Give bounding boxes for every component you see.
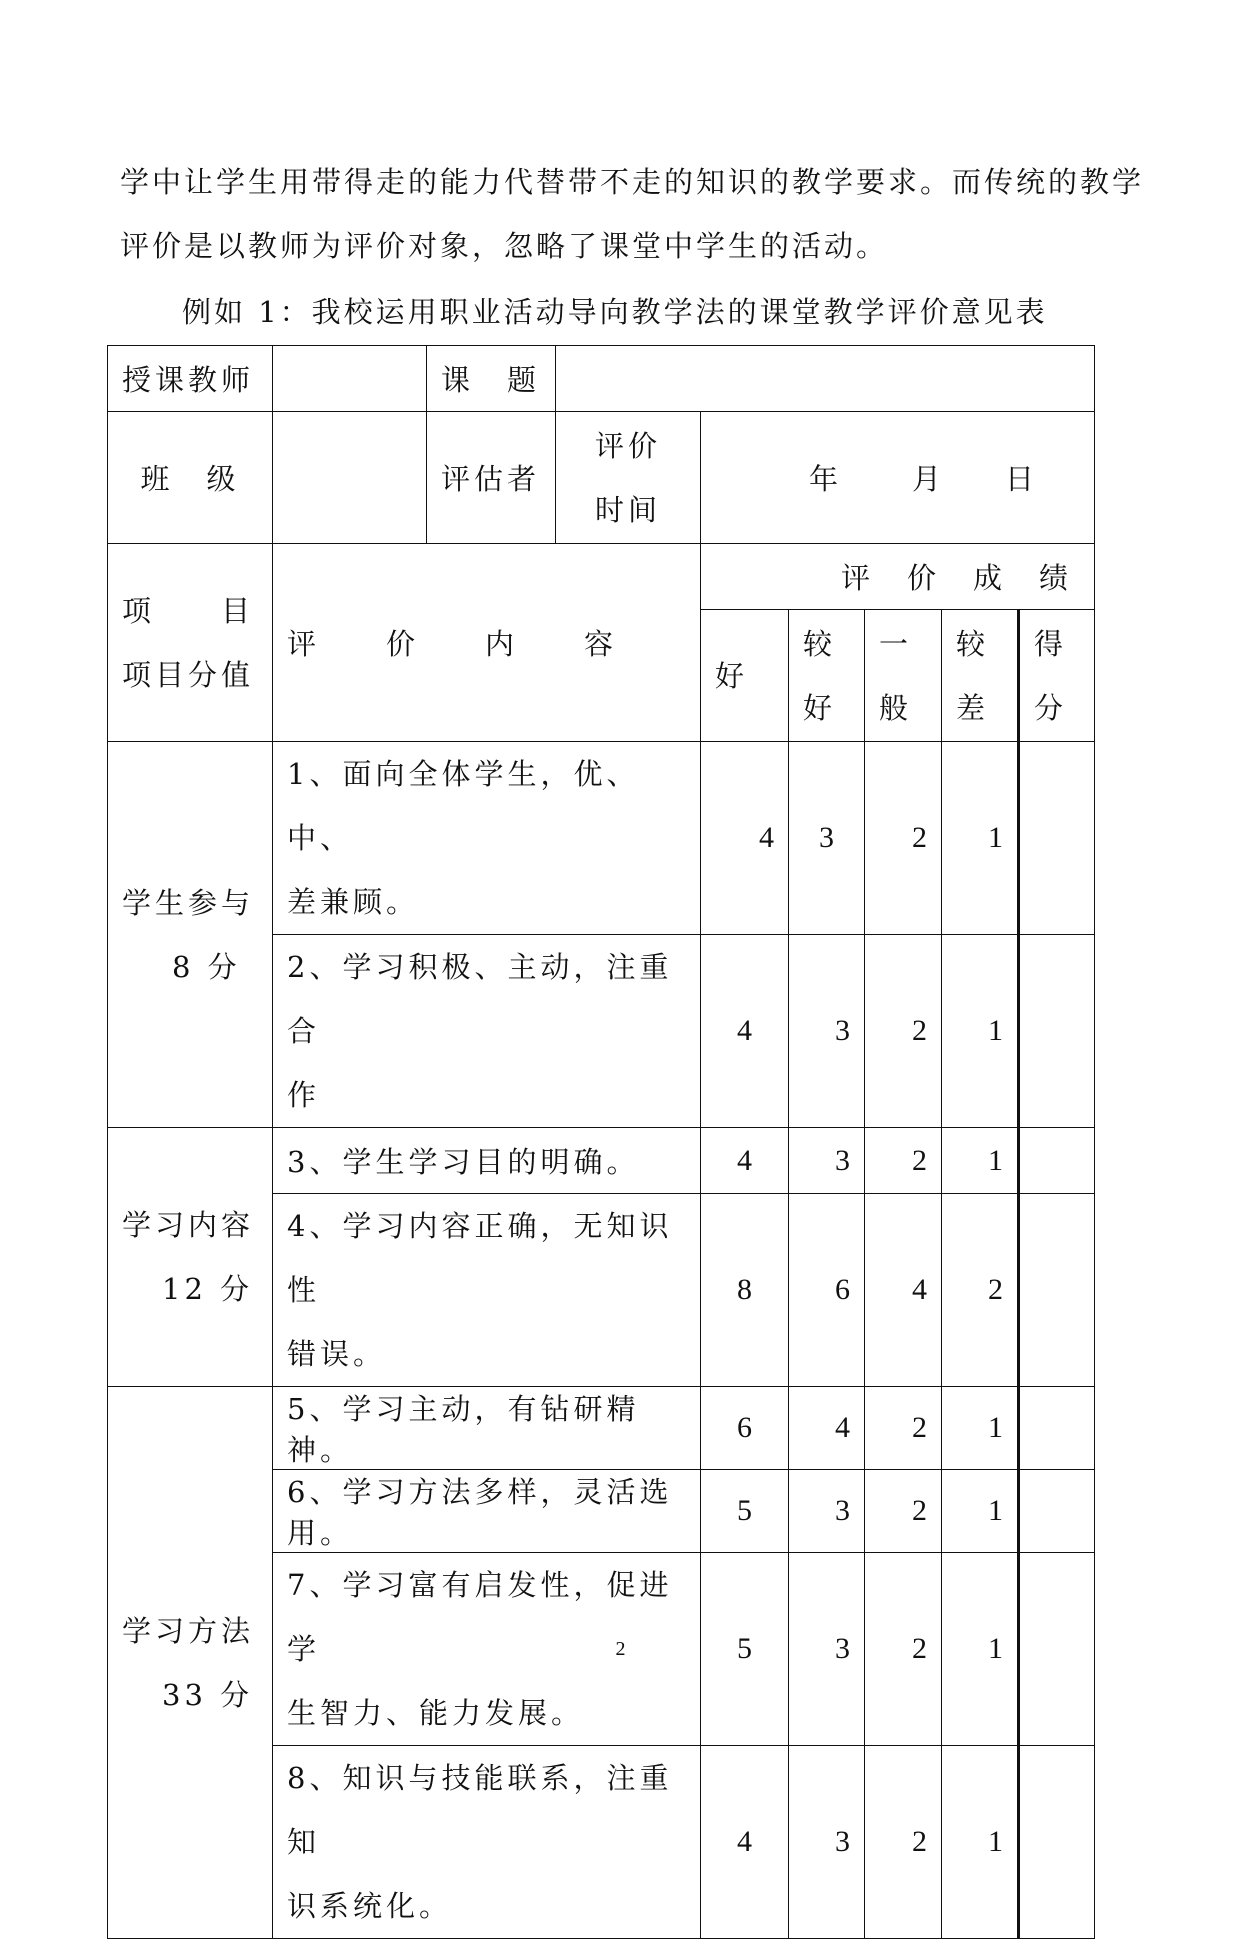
- grade-header-good: [701, 610, 789, 742]
- criterion-line-1: 1、面向全体学生，优、中、: [287, 757, 640, 855]
- score-fairly-good: 3: [789, 1746, 865, 1939]
- group-points: 12 分: [162, 1272, 254, 1306]
- criterion-line-1: 7、学习富有启发性，促进学: [287, 1568, 673, 1666]
- score-cell[interactable]: [1019, 1470, 1095, 1553]
- criterion-8: [273, 1746, 701, 1939]
- score-good: 8: [701, 1194, 789, 1387]
- score-good: 4: [701, 1746, 789, 1939]
- score-fairly-good: 4: [789, 1387, 865, 1470]
- content-header: 评 价 内 容: [273, 544, 701, 742]
- item-header: [108, 544, 273, 742]
- score-cell[interactable]: [1019, 1194, 1095, 1387]
- group-learning-content: [108, 1128, 273, 1387]
- score-good: 6: [701, 1387, 789, 1470]
- date-day: 日: [1005, 462, 1039, 496]
- score-fairly-good: 3: [789, 1470, 865, 1553]
- criterion-line-1: 4、学习内容正确，无知识性: [287, 1209, 673, 1307]
- score-poor: 1: [942, 1387, 1019, 1470]
- class-row: [108, 412, 1095, 544]
- score-fairly-good: 3: [789, 742, 865, 935]
- grade-header-poor-l2: 差: [956, 690, 990, 725]
- teacher-value-cell[interactable]: [273, 346, 427, 412]
- score-fairly-good: 6: [789, 1194, 865, 1387]
- grade-header-score: [1019, 610, 1095, 742]
- eval-time-label: [556, 412, 701, 544]
- eval-time-label-line-1: 评价: [594, 428, 661, 463]
- score-average: 2: [865, 1470, 942, 1553]
- score-average: 2: [865, 935, 942, 1128]
- score-poor: 1: [942, 1553, 1019, 1746]
- score-poor: 1: [942, 1128, 1019, 1194]
- page-number: 2: [615, 1638, 626, 1660]
- score-average: 4: [865, 1194, 942, 1387]
- class-value-cell[interactable]: [273, 412, 427, 544]
- grade-header-score-l2: 分: [1034, 690, 1068, 725]
- score-good: 5: [701, 1470, 789, 1553]
- score-good: 4: [701, 1128, 789, 1194]
- score-group-header: 评 价 成 绩: [701, 544, 1095, 610]
- grade-header-poor-l1: 较: [956, 626, 990, 661]
- score-average: 2: [865, 1387, 942, 1470]
- body-text-line-1: 学中让学生用带得走的能力代替带不走的知识的教学要求。而传统的教学: [120, 165, 1145, 199]
- score-good: 5: [701, 1553, 789, 1746]
- class-label: 班 级: [108, 412, 273, 544]
- score-poor: 1: [942, 935, 1019, 1128]
- score-poor: 1: [942, 1746, 1019, 1939]
- criterion-line-1: 2、学习积极、主动，注重合: [287, 950, 673, 1048]
- grade-header-good-text: 好: [715, 658, 749, 693]
- date-month: 月: [912, 462, 946, 496]
- criterion-3: 3、学生学习目的明确。: [273, 1128, 701, 1194]
- header-row-1: [108, 544, 1095, 610]
- criterion-line-2: 识系统化。: [287, 1889, 453, 1923]
- table-row: [108, 1128, 1095, 1194]
- group-name: 学习方法: [122, 1613, 255, 1648]
- topic-label: 课 题: [427, 346, 556, 412]
- criterion-5: 5、学习主动，有钻研精神。: [273, 1387, 701, 1470]
- criterion-2: [273, 935, 701, 1128]
- score-good: 4: [701, 935, 789, 1128]
- score-cell[interactable]: [1019, 1746, 1095, 1939]
- group-name: 学习内容: [122, 1208, 255, 1242]
- score-average: 2: [865, 1128, 942, 1194]
- criterion-line-2: 错误。: [287, 1337, 387, 1371]
- table-row: [108, 1387, 1095, 1470]
- date-year: 年: [809, 462, 843, 496]
- evaluation-table: [107, 345, 1095, 1939]
- body-text-line-2: 评价是以教师为评价对象，忽略了课堂中学生的活动。: [120, 229, 889, 263]
- group-points: 8 分: [172, 949, 241, 984]
- score-poor: 1: [942, 1470, 1019, 1553]
- teacher-row: [108, 346, 1095, 412]
- group-name: 学生参与: [122, 885, 255, 920]
- score-cell[interactable]: [1019, 1128, 1095, 1194]
- grade-header-score-l1: 得: [1034, 626, 1068, 661]
- evaluator-label: 评估者: [427, 412, 556, 544]
- group-learning-method: [108, 1387, 273, 1939]
- score-average: 2: [865, 742, 942, 935]
- score-poor: 2: [942, 1194, 1019, 1387]
- score-average: 2: [865, 1553, 942, 1746]
- group-student-participation: [108, 742, 273, 1128]
- table-row: [108, 742, 1095, 935]
- score-fairly-good: 3: [789, 1128, 865, 1194]
- score-fairly-good: 3: [789, 935, 865, 1128]
- criterion-line-2: 差兼顾。: [287, 885, 420, 919]
- criterion-6: 6、学习方法多样，灵活选用。: [273, 1470, 701, 1553]
- criterion-line-1: 8、知识与技能联系，注重知: [287, 1761, 673, 1859]
- score-cell[interactable]: [1019, 742, 1095, 935]
- score-cell[interactable]: [1019, 1387, 1095, 1470]
- criterion-line-2: 作: [287, 1078, 321, 1112]
- grade-header-average: [865, 610, 942, 742]
- score-average: 2: [865, 1746, 942, 1939]
- grade-header-fairly-good-l1: 较: [803, 626, 837, 661]
- group-points: 33 分: [162, 1677, 254, 1712]
- criterion-1: [273, 742, 701, 935]
- teacher-label: 授课教师: [108, 346, 273, 412]
- topic-value-cell[interactable]: [556, 346, 1095, 412]
- score-cell[interactable]: [1019, 935, 1095, 1128]
- score-good: 4: [701, 742, 789, 935]
- item-header-line-1: 项 目: [122, 593, 255, 628]
- item-header-line-2: 项目分值: [122, 657, 255, 692]
- score-poor: 1: [942, 742, 1019, 935]
- table-caption: 例如 1：我校运用职业活动导向教学法的课堂教学评价意见表: [182, 295, 1048, 329]
- eval-date-cell[interactable]: [701, 412, 1095, 544]
- criterion-4: [273, 1194, 701, 1387]
- criterion-line-2: 生智力、能力发展。: [287, 1696, 585, 1730]
- grade-header-fairly-good-l2: 好: [803, 690, 837, 725]
- grade-header-average-l1: 一: [879, 626, 913, 661]
- grade-header-average-l2: 般: [879, 690, 913, 725]
- grade-header-fairly-good: [789, 610, 865, 742]
- eval-time-label-line-2: 时间: [594, 492, 661, 527]
- grade-header-poor: [942, 610, 1019, 742]
- score-fairly-good: 3: [789, 1553, 865, 1746]
